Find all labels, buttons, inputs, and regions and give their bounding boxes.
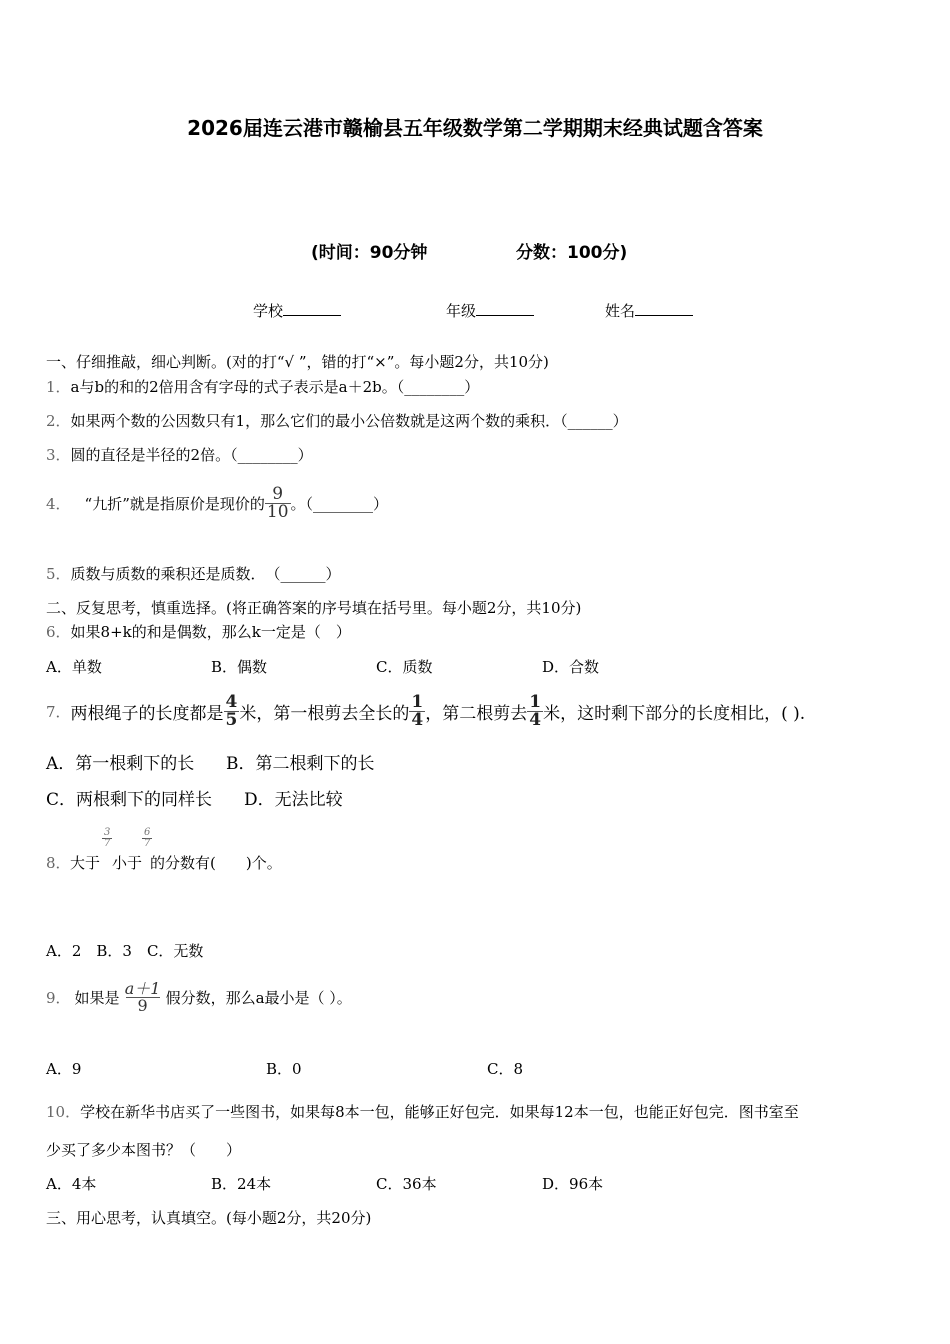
option-a[interactable]: A．4本 xyxy=(46,1175,97,1193)
option-a[interactable]: A．9 xyxy=(46,1060,82,1078)
exam-score: 分数：100分) xyxy=(516,243,628,263)
question-text: 如果8+k的和是偶数，那么k一定是（ ） xyxy=(70,623,351,641)
question-text: 米，这时剩下部分的长度相比，( ). xyxy=(543,703,806,724)
question-text: 质数与质数的乘积还是质数． （______） xyxy=(70,565,341,583)
question-text: “九折”就是指原价是现价的 xyxy=(84,494,265,513)
school-blank[interactable] xyxy=(283,301,341,316)
question-number: 4． xyxy=(46,494,71,513)
question-text: 两根绳子的长度都是 xyxy=(70,703,224,724)
school-field xyxy=(253,300,341,321)
question-6 xyxy=(46,621,351,642)
question-10-line2: 少买了多少本图书？（ ） xyxy=(46,1141,242,1159)
question-text: 大于 xyxy=(70,854,101,872)
section1-heading: 一、仔细推敲，细心判断。(对的打“√ ”，错的打“×”。每小题2分，共10分) xyxy=(46,353,549,371)
option-d[interactable]: D．96本 xyxy=(542,1175,604,1193)
fraction-1-4: $\frac{1}{4}$ xyxy=(529,691,542,730)
question-number: 7． xyxy=(46,702,71,721)
question-number: 6． xyxy=(46,623,71,641)
options-row[interactable]: A．2 B．3 C．无数 xyxy=(46,942,204,960)
option-b[interactable]: B．第二根剩下的长 xyxy=(226,754,375,774)
question-text: 如果两个数的公因数只有1，那么它们的最小公倍数就是这两个数的乘积．（______） xyxy=(70,412,628,430)
question-1 xyxy=(46,376,479,397)
question-number: 8． xyxy=(46,854,71,872)
question-text: 圆的直径是半径的2倍。（________） xyxy=(70,446,313,464)
school-label: 学校 xyxy=(253,302,284,320)
question-text: 的分数有( )个。 xyxy=(150,854,282,872)
fraction-1-4: $\frac{1}{4}$ xyxy=(411,691,424,730)
question-number: 1． xyxy=(46,378,71,396)
fraction-a-plus-1-over-9: $\frac{a+1}{9}$ xyxy=(124,978,161,1015)
option-c[interactable]: C．8 xyxy=(487,1060,524,1078)
name-blank[interactable] xyxy=(635,301,693,316)
fraction-4-5: $\frac{4}{5}$ xyxy=(225,691,238,730)
option-c[interactable]: C．质数 xyxy=(376,658,433,676)
question-text: 假分数，那么a最小是（ ）。 xyxy=(165,988,352,1007)
grade-label: 年级 xyxy=(446,302,477,320)
fraction-3-7: 3 7 xyxy=(104,827,111,849)
question-number: 2． xyxy=(46,412,71,430)
fraction-6-7: 6 7 xyxy=(144,827,151,849)
option-a[interactable]: A．第一根剩下的长 xyxy=(46,754,195,774)
name-label: 姓名 xyxy=(605,302,636,320)
option-b[interactable]: B．偶数 xyxy=(211,658,268,676)
option-a[interactable]: A．单数 xyxy=(46,658,102,676)
question-number: 9． xyxy=(46,988,71,1007)
grade-field xyxy=(446,300,534,321)
question-text: a与b的和的2倍用含有字母的式子表示是a＋2b。（________） xyxy=(70,378,480,396)
option-d[interactable]: D．合数 xyxy=(542,658,600,676)
question-number: 5． xyxy=(46,565,71,583)
question-number: 10． xyxy=(46,1103,81,1121)
question-number: 3． xyxy=(46,446,71,464)
option-d[interactable]: D．无法比较 xyxy=(244,790,343,810)
question-text: ，第二根剪去 xyxy=(425,703,528,724)
question-3 xyxy=(46,444,313,465)
question-text: 小于 xyxy=(112,854,143,872)
section3-heading: 三、用心思考，认真填空。(每小题2分，共20分) xyxy=(46,1209,372,1227)
exam-time: (时间：90分钟 xyxy=(311,243,428,263)
question-9 xyxy=(46,972,352,1022)
option-c[interactable]: C．36本 xyxy=(376,1175,437,1193)
grade-blank[interactable] xyxy=(476,301,534,316)
question-4 xyxy=(46,478,388,528)
fraction-9-10: $\frac{9}{10}$ xyxy=(266,483,289,522)
question-text: 如果是 xyxy=(74,988,120,1007)
section2-heading: 二、反复思考，慎重选择。(将正确答案的序号填在括号里。每小题2分，共10分) xyxy=(46,599,582,617)
option-c[interactable]: C．两根剩下的同样长 xyxy=(46,790,213,810)
question-5 xyxy=(46,563,341,584)
option-b[interactable]: B．24本 xyxy=(211,1175,272,1193)
question-2 xyxy=(46,410,628,431)
question-text: 学校在新华书店买了一些图书，如果每8本一包，能够正好包完．如果每12本一包，也能正好包完．图书室至 xyxy=(80,1103,799,1121)
question-10 xyxy=(46,1101,799,1122)
option-b[interactable]: B．0 xyxy=(266,1060,302,1078)
page-title: 2026届连云港市赣榆县五年级数学第二学期期末经典试题含答案 xyxy=(187,116,763,140)
question-7 xyxy=(46,686,805,736)
question-text: 米，第一根剪去全长的 xyxy=(239,703,410,724)
question-text-end: 。（________） xyxy=(290,494,389,513)
name-field xyxy=(605,300,693,321)
